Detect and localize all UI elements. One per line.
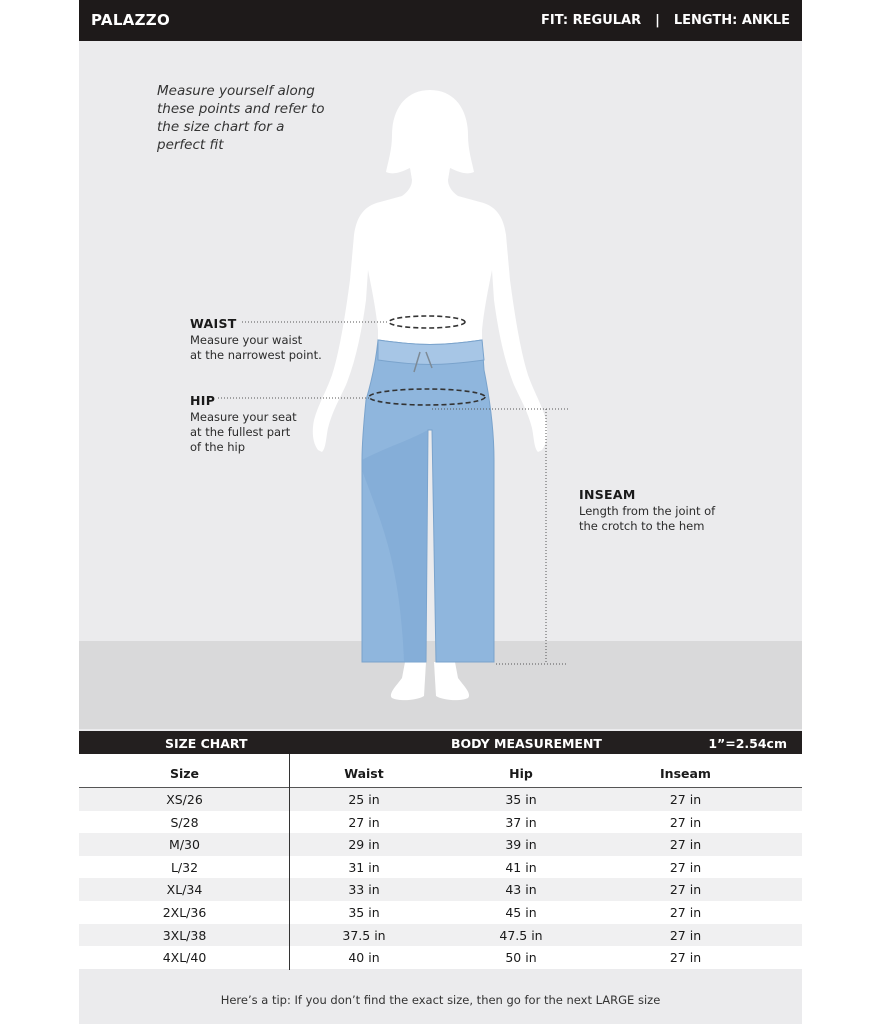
cell-hip: 37 in [505,814,537,830]
cell-hip: 39 in [505,837,537,853]
size-chart-header [79,731,802,754]
column-header-waist: Waist [344,766,384,781]
cell-size: 2XL/36 [162,904,207,920]
cell-hip: 47.5 in [499,927,543,943]
table-row [79,878,802,901]
cell-size: 4XL/40 [162,950,207,966]
cell-inseam: 27 in [669,927,702,943]
cell-size: L/32 [170,859,199,875]
size-table [79,754,802,969]
table-body [79,788,802,969]
cell-size: XL/34 [166,882,203,898]
cell-hip: 50 in [505,950,537,966]
tip-area [79,970,802,1024]
product-title: PALAZZO [91,11,170,29]
size-chart-title: SIZE CHART [165,736,248,751]
table-row [79,924,802,947]
cell-inseam: 27 in [669,837,702,853]
waist-label-block [190,316,322,363]
table-header-row [79,754,802,788]
cell-size: M/30 [169,837,200,853]
cell-hip: 45 in [505,904,537,920]
inseam-title: INSEAM [579,487,636,502]
cell-inseam: 27 in [669,814,702,830]
cell-hip: 35 in [505,792,537,807]
waist-title: WAIST [190,316,237,331]
fit-label: FIT: REGULAR [541,13,642,28]
cell-size: XS/26 [166,792,203,807]
cell-inseam: 27 in [669,792,702,807]
cell-waist: 40 in [348,950,380,966]
cell-waist: 31 in [348,859,380,875]
inseam-description: Length from the joint of the crotch to the hem [579,504,716,533]
inseam-label-block [579,487,715,534]
intro-text: Measure yourself along these points and refer to the size chart for a perfect fit [157,83,325,153]
header-separator: | [655,13,660,28]
unit-conversion: 1”=2.54cm [708,736,787,751]
hip-title: HIP [190,393,216,408]
size-tip: Here’s a tip: If you don’t find the exact size, then go for the next LARGE size [220,993,661,1007]
cell-waist: 29 in [348,837,380,853]
table-row [79,856,802,879]
column-header-inseam: Inseam [660,766,711,781]
cell-size: 3XL/38 [162,927,207,943]
column-header-size: Size [169,766,200,781]
cell-inseam: 27 in [669,904,702,920]
table-column-divider [289,754,290,970]
length-label: LENGTH: ANKLE [673,13,790,28]
cell-hip: 43 in [505,882,537,898]
cell-inseam: 27 in [669,882,702,898]
hip-description: Measure your seat at the fullest part of the hip [190,410,297,454]
table-row [79,811,802,834]
cell-waist: 35 in [348,904,380,920]
cell-hip: 41 in [505,859,537,875]
table-row [79,901,802,924]
column-header-hip: Hip [509,766,533,781]
body-measurement-title: BODY MEASUREMENT [451,736,602,751]
table-row [79,833,802,856]
table-row [79,788,802,811]
cell-inseam: 27 in [669,950,702,966]
figure-feet [391,662,469,700]
cell-waist: 33 in [348,882,380,898]
waist-description: Measure your waist at the narrowest point. [190,333,322,362]
hip-label-block [190,393,297,455]
table-row [79,946,802,969]
cell-inseam: 27 in [669,859,702,875]
cell-size: S/28 [170,814,199,830]
cell-waist: 37.5 in [342,927,386,943]
cell-waist: 27 in [348,814,380,830]
cell-waist: 25 in [348,792,380,807]
